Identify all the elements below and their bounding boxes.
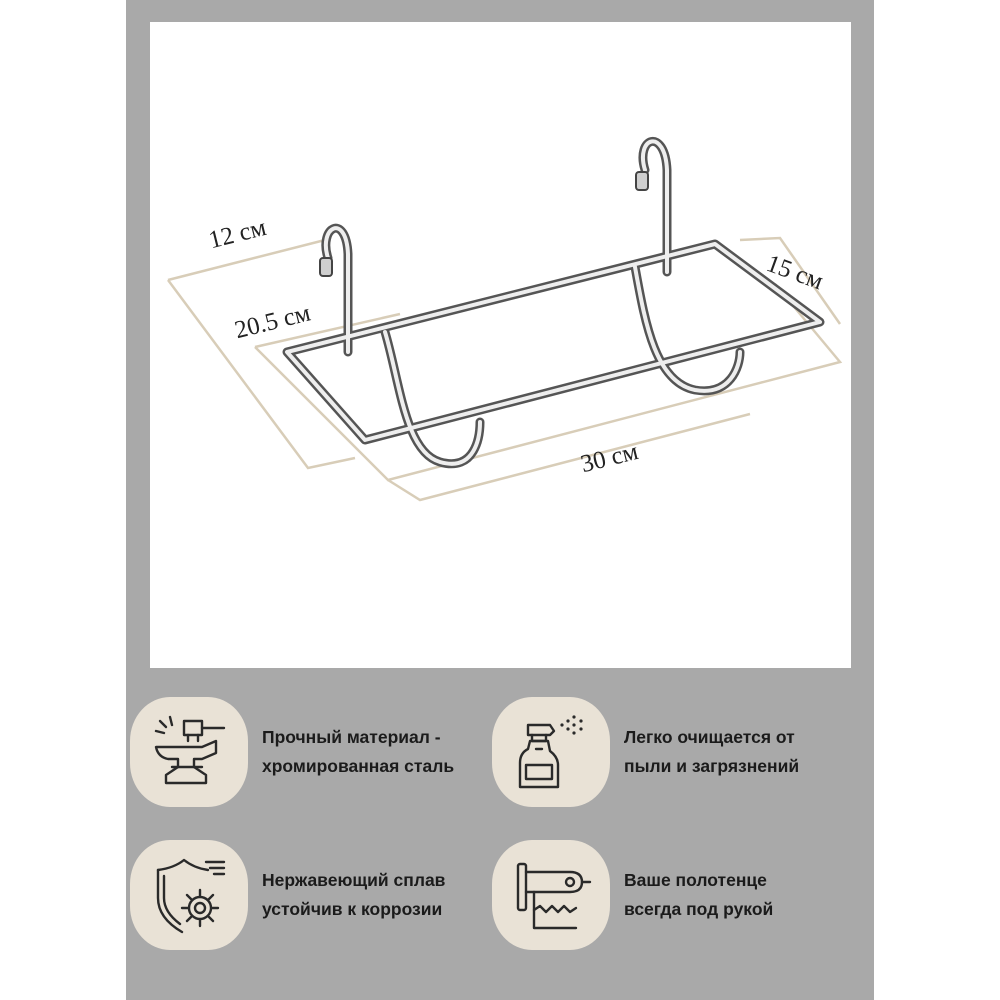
feature-badge [130,840,248,950]
feature-line-2: пыли и загрязнений [624,756,800,776]
feature-badge [492,840,610,950]
feature-text [262,723,454,781]
feature-line-1: Ваше полотенце [624,870,767,890]
dimension-depth-inner: 20.5 см [232,299,314,345]
feature-text [262,866,445,924]
feature-badge [130,697,248,807]
towel-holder-icon [506,850,596,940]
feature-line-2: всегда под рукой [624,899,774,919]
feature-line-1: Нержавеющий сплав [262,870,446,890]
feature-easy-clean [492,697,799,807]
shield-gear-icon [144,850,234,940]
feature-line-1: Прочный материал - [262,727,441,747]
feature-towel-at-hand [492,840,773,950]
feature-line-2: устойчив к коррозии [262,899,443,919]
dimension-width: 30 см [578,437,641,479]
feature-badge [492,697,610,807]
product-photo [150,22,851,668]
feature-text [624,723,799,781]
feature-line-1: Легко очищается от [624,727,795,747]
feature-corrosion-resistant [130,840,445,950]
feature-line-2: хромированная сталь [262,756,455,776]
spray-bottle-icon [506,707,596,797]
feature-durable-material [130,697,454,807]
dimension-height: 15 см [762,250,827,296]
dimension-depth-top: 12 см [206,213,269,255]
anvil-icon [144,707,234,797]
towel-rack-illustration [150,22,851,668]
feature-text [624,866,773,924]
